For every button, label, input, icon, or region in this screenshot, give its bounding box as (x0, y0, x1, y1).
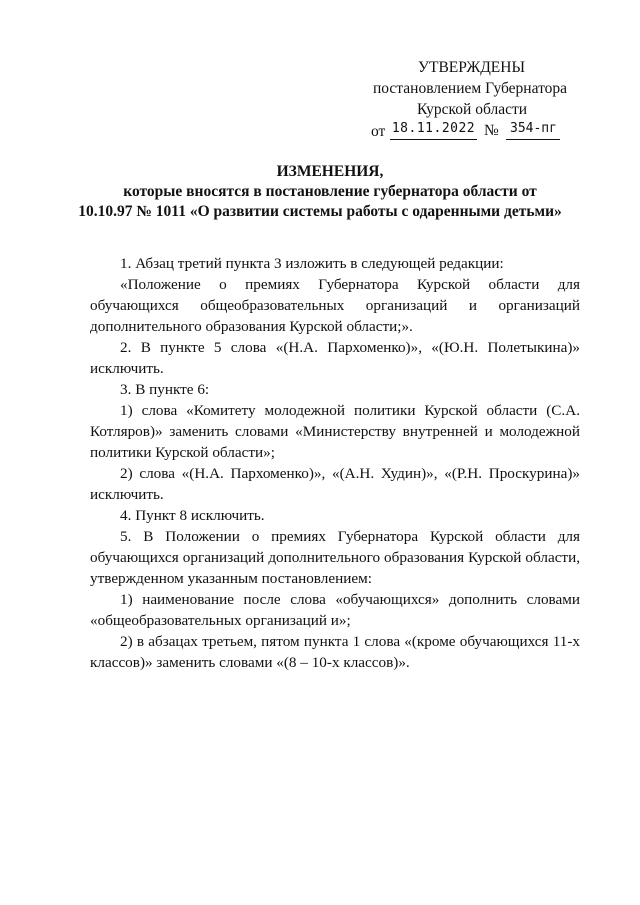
paragraph-item-2: 2. В пункте 5 слова «(Н.А. Пархоменко)», «(Ю.Н. Полетыкина)» исключить. (90, 339, 580, 377)
document-body (90, 253, 580, 673)
paragraph-item-5-1: 1) наименование после слова «обучающихся» дополнить словами «общеобразовательных организаций и»; (90, 591, 580, 629)
paragraph-item-4: 4. Пункт 8 исключить. (120, 507, 265, 524)
paragraph-item-3-2: 2) слова «(Н.А. Пархоменко)», «(А.Н. Худин)», «(Р.Н. Проскурина)» исключить. (90, 465, 580, 503)
paragraph-quote: «Положение о премиях Губернатора Курской области для обучающихся общеобразовательных организаций и организаций дополнительного образования Курской области;». (90, 276, 580, 335)
paragraph-item-3-1: 1) слова «Комитету молодежной политики Курской области (С.А. Котляров)» заменить словами «Министерству внутренней и молодежной политики Курской области»; (90, 402, 580, 461)
approval-from-label: от (371, 123, 386, 140)
title-line-3: 10.10.97 № 1011 «О развитии системы работы с одаренными детьми» (78, 203, 562, 220)
document-title (60, 162, 580, 222)
approval-date: 18.11.2022 (390, 119, 477, 140)
approval-number-sign: № (484, 122, 499, 139)
paragraph-item-5-2: 2) в абзацах третьем, пятом пункта 1 слова «(кроме обучающихся 11-х классов)» заменить словами «(8 – 10-х классов)». (90, 633, 580, 671)
paragraph-item-5: 5. В Положении о премиях Губернатора Курской области для обучающихся организаций дополнительного образования Курской области, утвержденном указанным постановлением: (90, 528, 580, 587)
title-line-2: которые вносятся в постановление губернатора области от (123, 183, 537, 200)
approval-by-line: постановлением Губернатора (373, 80, 568, 97)
paragraph-item-1: 1. Абзац третий пункта 3 изложить в следующей редакции: (120, 255, 504, 272)
approval-region-line: Курской области (417, 101, 528, 118)
approval-heading: УТВЕРЖДЕНЫ (418, 59, 525, 76)
paragraph-item-3: 3. В пункте 6: (120, 381, 210, 398)
approval-number: 354-пг (506, 119, 560, 140)
title-line-1: ИЗМЕНЕНИЯ, (276, 163, 384, 180)
